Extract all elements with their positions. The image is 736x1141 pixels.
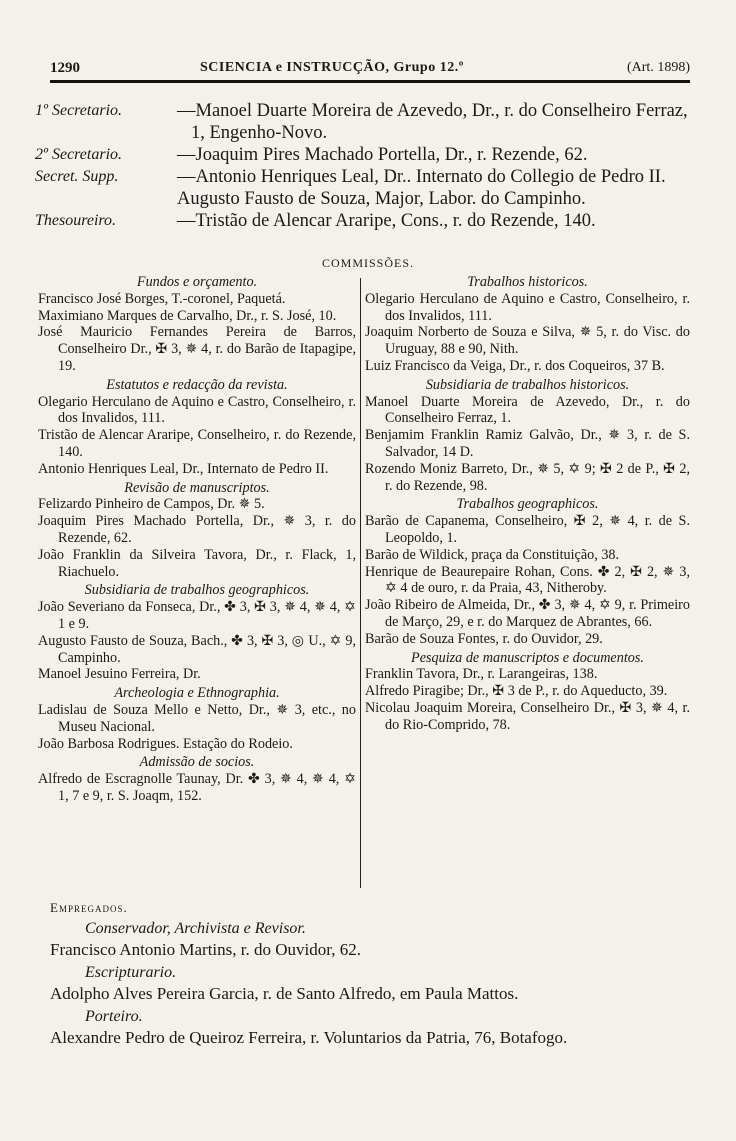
officer-row <box>35 166 690 188</box>
commission-member: João Ribeiro de Almeida, Dr., ✤ 3, ✵ 4, ✡ 9, r. Primeiro de Março, 29, e r. do Marquez de Abrantes, 66. <box>365 597 690 630</box>
left-commissions-column <box>38 272 356 805</box>
commission-member: Rozendo Moniz Barreto, Dr., ✵ 5, ✡ 9; ✠ 2 de P., ✠ 2, r. do Rezende, 98. <box>365 460 690 494</box>
running-title: SCIENCIA e INSTRUCÇÃO, Grupo 12.º <box>200 60 464 75</box>
commission-member: José Mauricio Fernandes Pereira de Barros, Conselheiro Dr., ✠ 3, ✵ 4, r. do Barão de Itapagipe, 19. <box>38 324 356 374</box>
officer-role: Thesoureiro. <box>35 212 117 229</box>
commission-title: Subsidiaria de trabalhos historicos. <box>425 376 630 393</box>
officer-row <box>35 144 690 166</box>
commission-member: Ladislau de Souza Mello e Netto, Dr., ✵ 3, etc., no Museu Nacional. <box>38 701 356 735</box>
officer-role: Secret. Supp. <box>35 168 119 185</box>
officer-role: 2º Secretario. <box>35 146 123 163</box>
commission-title: Estatutos e redacção da revista. <box>106 376 288 393</box>
commission-member: Barão de Souza Fontes, r. do Ouvidor, 29. <box>365 630 603 647</box>
commission-member: Alfredo de Escragnolle Taunay, Dr. ✤ 3, ✵ 4, ✵ 4, ✡ 1, 7 e 9, r. S. Joaqm, 152. <box>38 771 356 804</box>
commission-member: João Franklin da Silveira Tavora, Dr., r. Flack, 1, Riachuelo. <box>38 546 356 580</box>
commission-member: Benjamim Franklin Ramiz Galvão, Dr., ✵ 3, r. de S. Salvador, 14 D. <box>365 427 690 460</box>
commission-title: Archeologia e Ethnographia. <box>114 685 280 702</box>
commission-member: João Severiano da Fonseca, Dr., ✤ 3, ✠ 3, ✵ 4, ✵ 4, ✡ 1 e 9. <box>38 599 356 632</box>
officer-name: —Manoel Duarte Moreira de Azevedo, Dr., r. do Conselheiro Ferraz, 1, Engenho-Novo. <box>177 101 688 143</box>
right-commissions-column <box>365 272 690 734</box>
commission-member: Francisco José Borges, T.-coronel, Paquetá. <box>38 290 286 307</box>
commission-member: Joaquim Pires Machado Portella, Dr., ✵ 3, r. do Rezende, 62. <box>38 513 356 546</box>
commission-title: Subsidiaria de trabalhos geographicos. <box>84 582 310 599</box>
commission-member: Olegario Herculano de Aquino e Castro, Conselheiro, r. dos Invalidos, 111. <box>38 393 356 427</box>
commission-title: Admissão de socios. <box>139 754 255 771</box>
officer-row <box>35 100 690 144</box>
officer-name: —Joaquim Pires Machado Portella, Dr., r. Rezende, 62. <box>177 145 588 165</box>
commission-member: Augusto Fausto de Souza, Bach., ✤ 3, ✠ 3, ◎ U., ✡ 9, Campinho. <box>38 632 356 666</box>
commission-member: Barão de Wildick, praça da Constituição, 38. <box>365 546 620 563</box>
employee-role: Conservador, Archivista e Revisor. <box>85 920 306 937</box>
commission-member: Tristão de Alencar Araripe, Conselheiro, r. do Rezende, 140. <box>38 427 356 460</box>
commissions-heading: COMMISSÕES. <box>321 256 415 270</box>
commission-member: Antonio Henriques Leal, Dr., Internato de Pedro II. <box>38 460 329 477</box>
commission-member: Manoel Duarte Moreira de Azevedo, Dr., r. do Conselheiro Ferraz, 1. <box>365 393 690 427</box>
page-number: 1290 <box>50 60 80 76</box>
employee-name: Alexandre Pedro de Queiroz Ferreira, r. Voluntarios da Patria, 76, Botafogo. <box>50 1028 568 1047</box>
commission-member: Luiz Francisco da Veiga, Dr., r. dos Coqueiros, 37 B. <box>365 357 665 374</box>
commission-member: Manoel Jesuino Ferreira, Dr. <box>38 666 201 683</box>
officer-name: Augusto Fausto de Souza, Major, Labor. do Campinho. <box>177 189 586 209</box>
commission-title: Trabalhos geographicos. <box>456 496 599 513</box>
commission-member: Nicolau Joaquim Moreira, Conselheiro Dr., ✠ 3, ✵ 4, r. do Rio-Comprido, 78. <box>365 699 690 733</box>
article-reference: (Art. 1898) <box>627 60 690 75</box>
employee-role: Escripturario. <box>85 964 177 981</box>
officer-row <box>35 188 690 210</box>
employees-heading: Empregados. <box>50 900 128 915</box>
column-divider <box>360 278 361 888</box>
officer-name: —Antonio Henriques Leal, Dr.. Internato do Collegio de Pedro II. <box>177 167 666 187</box>
running-header <box>50 60 690 83</box>
commission-member: Barão de Capanema, Conselheiro, ✠ 2, ✵ 4, r. de S. Leopoldo, 1. <box>365 513 690 546</box>
officer-name: —Tristão de Alencar Araripe, Cons., r. do Rezende, 140. <box>177 211 596 231</box>
commission-title: Trabalhos historicos. <box>467 274 588 290</box>
commission-member: João Barbosa Rodrigues. Estação do Rodeio. <box>38 735 293 752</box>
employee-role: Porteiro. <box>85 1008 143 1025</box>
employee-name: Adolpho Alves Pereira Garcia, r. de Santo Alfredo, em Paula Mattos. <box>50 984 519 1003</box>
commission-title: Pesquiza de manuscriptos e documentos. <box>411 649 644 666</box>
officer-role: 1º Secretario. <box>35 102 123 119</box>
employee-name: Francisco Antonio Martins, r. do Ouvidor, 62. <box>50 940 361 959</box>
commission-member: Joaquim Norberto de Souza e Silva, ✵ 5, r. do Visc. do Uruguay, 88 e 90, Nith. <box>365 324 690 358</box>
commission-member: Felizardo Pinheiro de Campos, Dr. ✵ 5. <box>38 496 265 513</box>
commission-title: Fundos e orçamento. <box>136 274 258 290</box>
commission-title: Revisão de manuscriptos. <box>124 479 270 496</box>
commission-member: Henrique de Beaurepaire Rohan, Cons. ✤ 2, ✠ 2, ✵ 3, ✡ 4 de ouro, r. da Praia, 43, Nitheroby. <box>365 563 690 597</box>
commission-member: Olegario Herculano de Aquino e Castro, Conselheiro, r. dos Invalidos, 111. <box>365 290 690 324</box>
employees-section <box>50 900 700 1048</box>
commission-member: Alfredo Piragibe; Dr., ✠ 3 de P., r. do Aqueducto, 39. <box>365 683 668 700</box>
commission-member: Maximiano Marques de Carvalho, Dr., r. S. José, 10. <box>38 307 337 324</box>
officer-role <box>35 188 170 210</box>
officers-list <box>35 100 690 232</box>
commission-member: Franklin Tavora, Dr., r. Larangeiras, 138. <box>365 666 598 683</box>
officer-row <box>35 210 690 232</box>
